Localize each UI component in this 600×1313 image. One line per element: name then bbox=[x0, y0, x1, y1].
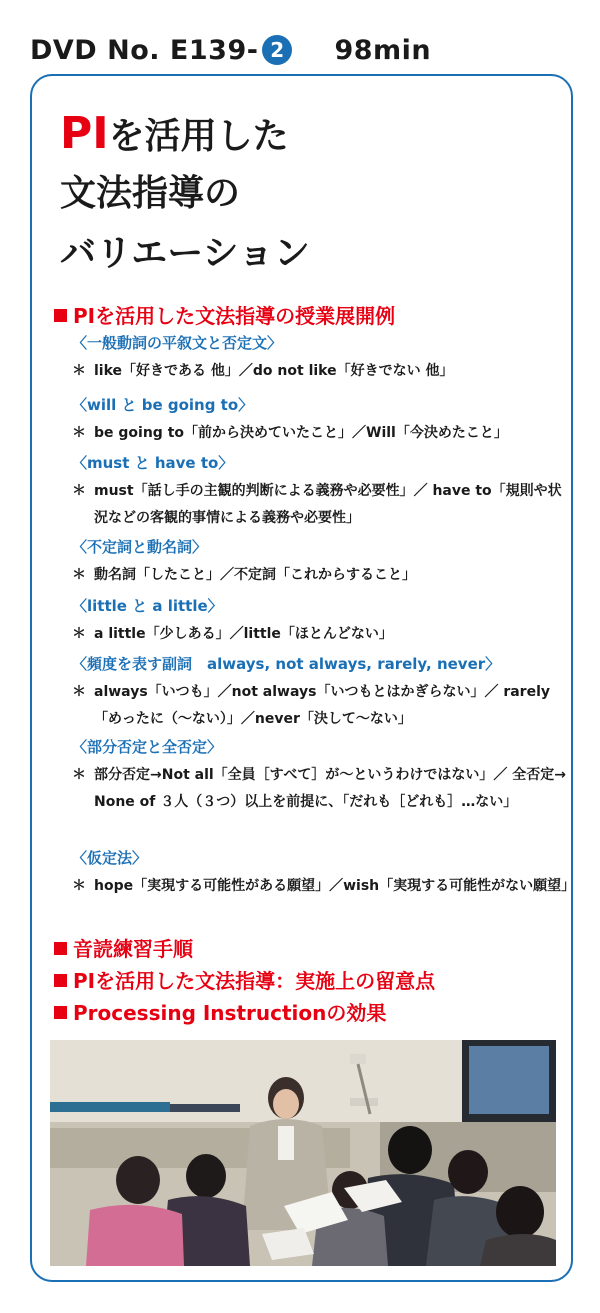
title-line-1-rest: を活用した bbox=[108, 116, 289, 157]
grammar-block bbox=[72, 736, 580, 816]
block-heading: 〈部分否定と全否定〉 bbox=[72, 738, 223, 756]
block-text: 部分否定→Not all「全員［すべて］が〜というわけではない」／ 全否定→ None of ３人（３つ）以上を前提に、「だれも［どれも］…ない」 bbox=[94, 767, 580, 810]
disc-number-badge: 2 bbox=[262, 35, 292, 65]
block-line: ＊ be going to「前から決めていたこと」／Will「今決めたこと」 bbox=[72, 420, 572, 447]
section-heading-pi-effects: Processing Instructionの効果 bbox=[54, 997, 386, 1026]
block-text: hope「実現する可能性がある願望」／wish「実現する可能性がない願望」 bbox=[94, 878, 576, 894]
block-heading: 〈一般動詞の平叙文と否定文〉 bbox=[72, 334, 283, 352]
grammar-block bbox=[72, 847, 576, 900]
block-heading: 〈不定詞と動名詞〉 bbox=[72, 538, 208, 556]
block-text: 動名詞「したこと」／不定詞「これからすること」 bbox=[94, 567, 416, 583]
block-line: ＊ a little「少しある」／little「ほとんどない」 bbox=[72, 621, 572, 648]
grammar-block bbox=[72, 653, 572, 733]
block-line: ＊ must「話し手の主観的判断による義務や必要性」／ have to「規則や状況などの客観的事情による義務や必要性」 bbox=[72, 478, 572, 532]
block-heading: 〈頻度を表す副詞 always, not always, rarely, never〉 bbox=[72, 655, 501, 673]
block-line: ＊ 部分否定→Not all「全員［すべて］が〜というわけではない」／ 全否定→ None of ３人（３つ）以上を前提に、「だれも［どれも］…ない」 bbox=[72, 762, 572, 816]
block-line: ＊ 動名詞「したこと」／不定詞「これからすること」 bbox=[72, 562, 572, 589]
block-heading: 〈must と have to〉 bbox=[72, 454, 234, 472]
classroom-photo-illustration bbox=[50, 1040, 556, 1266]
block-heading: 〈仮定法〉 bbox=[72, 849, 148, 867]
block-text: must「話し手の主観的判断による義務や必要性」／ have to「規則や状況などの客観的事情による義務や必要性」 bbox=[94, 483, 562, 526]
title-line-2: 文法指導の bbox=[60, 173, 241, 214]
block-text: like「好きである 他」／do not like「好きでない 他」 bbox=[94, 363, 454, 379]
content-panel bbox=[30, 74, 580, 1282]
grammar-block bbox=[72, 394, 572, 447]
grammar-block bbox=[72, 595, 572, 648]
block-heading: 〈little と a little〉 bbox=[72, 597, 223, 615]
dvd-header bbox=[30, 30, 431, 70]
block-text: a little「少しある」／little「ほとんどない」 bbox=[94, 626, 393, 642]
section-heading-reading-practice: 音読練習手順 bbox=[54, 933, 193, 962]
page-title bbox=[60, 104, 310, 284]
title-line-3: バリエーション bbox=[60, 233, 310, 274]
section-heading-lesson-examples: PIを活用した文法指導の授業展開例 bbox=[54, 300, 395, 329]
grammar-block bbox=[72, 332, 572, 385]
block-line: ＊ hope「実現する可能性がある願望」／wish「実現する可能性がない願望」 bbox=[72, 873, 572, 900]
block-text: be going to「前から決めていたこと」／Will「今決めたこと」 bbox=[94, 425, 508, 441]
runtime-label: 98min bbox=[334, 34, 432, 66]
title-line-1 bbox=[60, 104, 310, 164]
dvd-number-label: DVD No. E139- bbox=[30, 34, 259, 66]
grammar-block bbox=[72, 452, 572, 532]
section-heading-implementation-notes: PIを活用した文法指導：実施上の留意点 bbox=[54, 965, 435, 994]
block-heading: 〈will と be going to〉 bbox=[72, 396, 254, 414]
grammar-block bbox=[72, 536, 572, 589]
block-line: ＊ always「いつも」／not always「いつもとはかぎらない」／ rarely「めったに（〜ない）」／never「決して〜ない」 bbox=[72, 679, 572, 733]
block-line: ＊ like「好きである 他」／do not like「好きでない 他」 bbox=[72, 358, 572, 385]
title-pi: PI bbox=[60, 108, 109, 159]
classroom-photo bbox=[50, 1040, 556, 1266]
block-text: always「いつも」／not always「いつもとはかぎらない」／ rarely「めったに（〜ない）」／never「決して〜ない」 bbox=[94, 684, 551, 727]
